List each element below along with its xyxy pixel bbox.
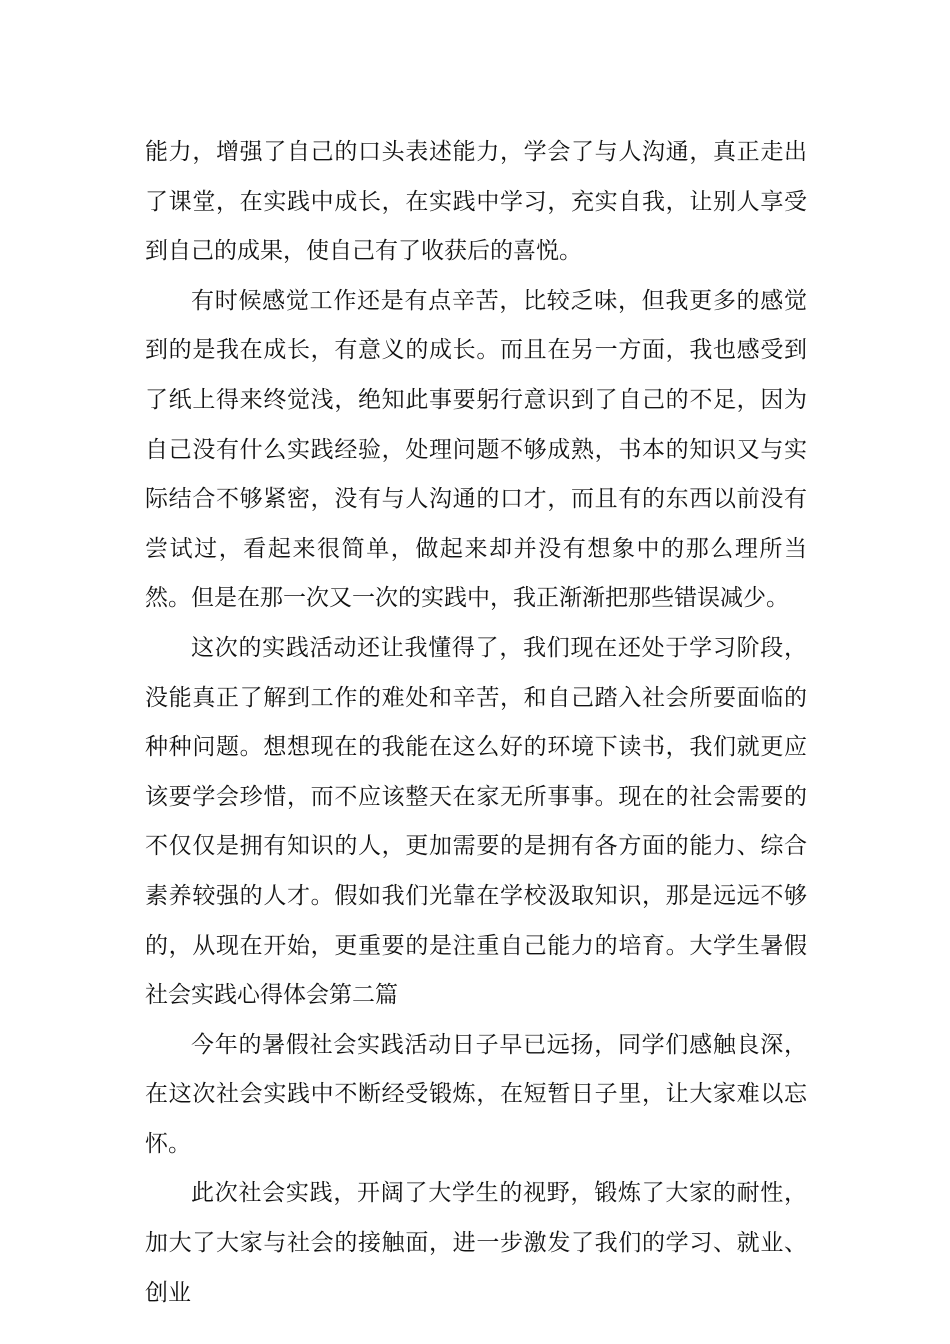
paragraph-3: 这次的实践活动还让我懂得了，我们现在还处于学习阶段，没能真正了解到工作的难处和辛苦，和自己踏入社会所要面临的种种问题。想想现在的我能在这么好的环境下读书，我们就更应该要学会珍惜，而不应该整天在家无所事事。现在的社会需要的不仅仅是拥有知识的人，更加需要的是拥有各方面的能力、综合素养较强的人才。假如我们光靠在学校汲取知识，那是远远不够的，从现在开始，更重要的是注重自己能力的培育。大学生暑假社会实践心得体会第二篇 bbox=[145, 634, 807, 1009]
paragraph-2: 有时候感觉工作还是有点辛苦，比较乏味，但我更多的感觉到的是我在成长，有意义的成长。而且在另一方面，我也感受到了纸上得来终觉浅，绝知此事要躬行意识到了自己的不足，因为自己没有什么实践经验，处理问题不够成熟，书本的知识又与实际结合不够紧密，没有与人沟通的口才，而且有的东西以前没有尝试过，看起来很简单，做起来却并没有想象中的那么理所当然。但是在那一次又一次的实践中，我正渐渐把那些错误减少。 bbox=[145, 287, 807, 612]
paragraph-1: 能力，增强了自己的口头表述能力，学会了与人沟通，真正走出了课堂，在实践中成长，在实践中学习，充实自我，让别人享受到自己的成果，使自己有了收获后的喜悦。 bbox=[145, 139, 807, 265]
document-body bbox=[145, 128, 807, 1318]
paragraph-4: 今年的暑假社会实践活动日子早已远扬，同学们感触良深，在这次社会实践中不断经受锻炼，在短暂日子里，让大家难以忘怀。 bbox=[145, 1031, 807, 1157]
paragraph-5: 此次社会实践，开阔了大学生的视野，锻炼了大家的耐性，加大了大家与社会的接触面，进一步激发了我们的学习、就业、创业 bbox=[145, 1180, 807, 1306]
